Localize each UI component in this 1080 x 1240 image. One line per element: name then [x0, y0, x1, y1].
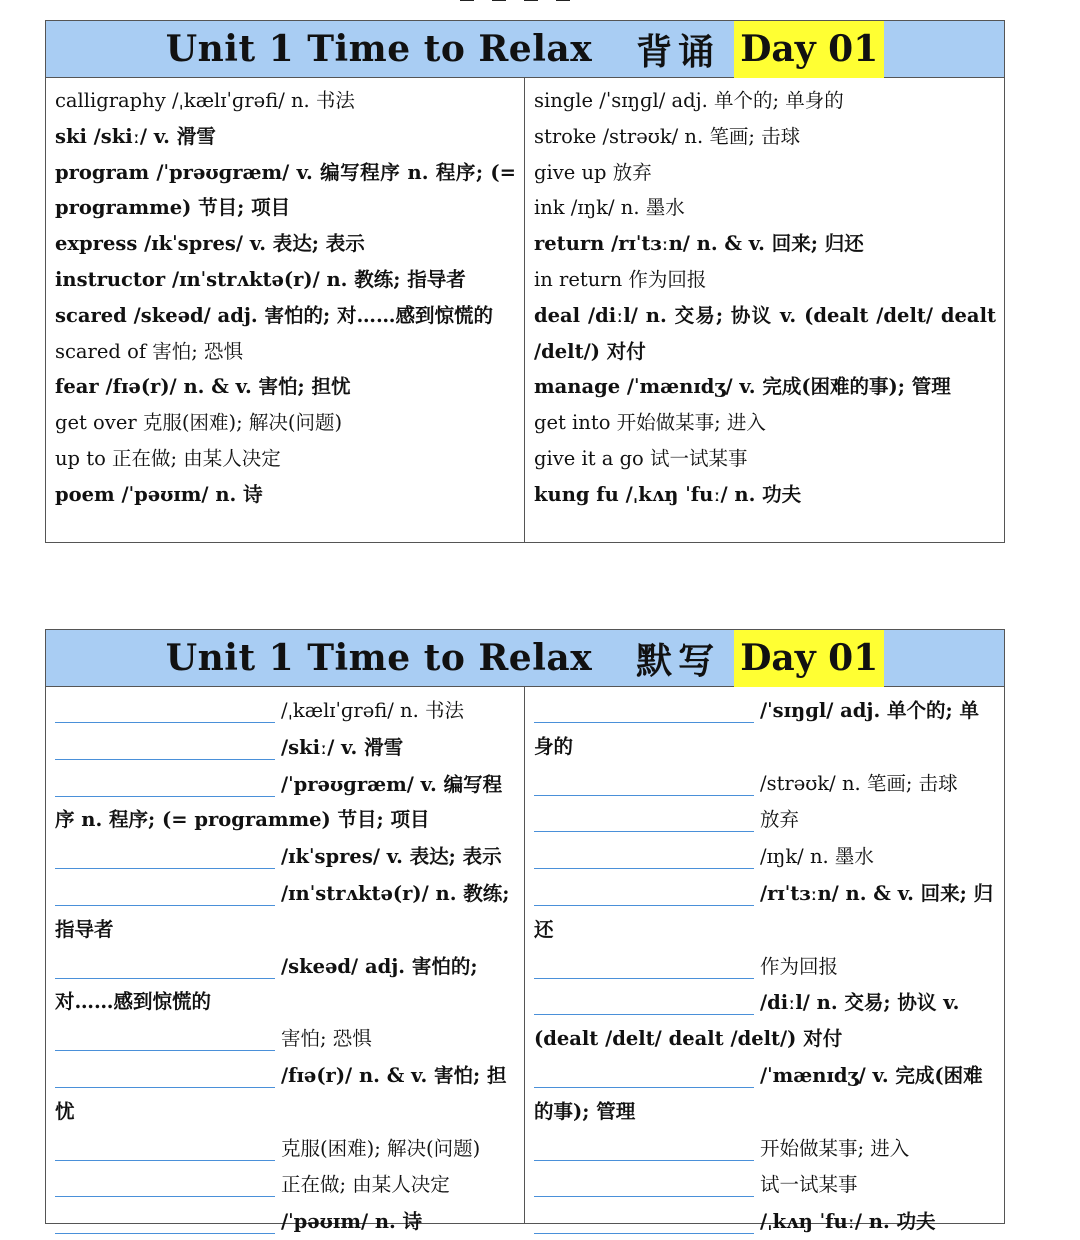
review-right-column [525, 78, 1004, 542]
dictation-line [55, 948, 516, 985]
review-card [45, 20, 1005, 543]
dictation-prompt: /fɪə(r)/ n. & v. 害怕; 担 [281, 1063, 507, 1087]
dictation-prompt: 克服(困难); 解决(问题) [281, 1136, 481, 1160]
answer-blank[interactable] [534, 698, 754, 723]
dictation-prompt: 试一试某事 [760, 1173, 858, 1197]
dictation-line [534, 765, 996, 802]
dictation-prompt: 还 [534, 917, 554, 941]
dictation-prompt: 忧 [55, 1099, 75, 1123]
dictation-line [55, 875, 516, 912]
vocab-entry: manage /ˈmænɪdʒ/ v. 完成(困难的事); 管理 [534, 375, 951, 399]
dictation-title-day: Day 01 [734, 630, 884, 687]
vocab-entry: kung fu /ˌkʌŋ ˈfuː/ n. 功夫 [534, 482, 802, 506]
dictation-right-column [525, 687, 1004, 1234]
dictation-left-column [46, 687, 525, 1234]
vocab-entry: instructor /ɪnˈstrʌktə(r)/ n. 教练; 指导者 [55, 267, 466, 291]
dictation-prompt: /ˈmænɪdʒ/ v. 完成(困难 [760, 1063, 983, 1087]
vocab-entry: return /rɪˈtɜːn/ n. & v. 回来; 归还 [534, 232, 864, 256]
vocab-entry: scared of 害怕; 恐惧 [55, 339, 244, 363]
review-title-unit: Unit 1 Time to Relax [165, 28, 593, 70]
dictation-line [534, 1166, 996, 1203]
vocab-entry: calligraphy /ˌkælɪˈɡrəfi/ n. 书法 [55, 89, 355, 112]
answer-blank[interactable] [55, 954, 275, 979]
review-title-day: Day 01 [734, 21, 884, 78]
dictation-line [534, 1203, 996, 1240]
answer-blank[interactable] [534, 844, 754, 869]
dictation-card [45, 629, 1005, 1234]
dictation-prompt: 序 n. 程序; (= programme) 节目; 项目 [55, 808, 430, 832]
answer-blank[interactable] [55, 881, 275, 906]
dictation-prompt: /ˌkælɪˈɡrəfi/ n. 书法 [281, 699, 464, 722]
answer-blank[interactable] [55, 735, 275, 760]
vocab-entry: ski /skiː/ v. 滑雪 [55, 124, 216, 148]
dictation-prompt: 指导者 [55, 917, 114, 941]
dictation-title-unit: Unit 1 Time to Relax [165, 637, 593, 679]
dictation-line [534, 948, 996, 985]
vocab-entry: deal /diːl/ n. 交易; 协议 v. (dealt /delt/ dealt /delt/) 对付 [534, 303, 996, 363]
dictation-prompt: /ɪkˈspres/ v. 表达; 表示 [281, 845, 502, 869]
dictation-line [55, 1094, 516, 1130]
vocab-entry: up to 正在做; 由某人决定 [55, 446, 281, 470]
dictation-prompt: /ˈprəʊɡræm/ v. 编写程 [281, 772, 503, 796]
answer-blank[interactable] [534, 954, 754, 979]
answer-blank[interactable] [534, 881, 754, 906]
answer-blank[interactable] [55, 698, 275, 723]
dictation-prompt: /skeəd/ adj. 害怕的; [281, 954, 478, 978]
answer-blank[interactable] [55, 1136, 275, 1161]
dictation-prompt: /strəʊk/ n. 笔画; 击球 [760, 771, 958, 795]
dictation-prompt: 害怕; 恐惧 [281, 1027, 372, 1051]
vocab-entry: get over 克服(困难); 解决(问题) [55, 411, 343, 435]
vocab-entry: fear /fɪə(r)/ n. & v. 害怕; 担忧 [55, 375, 351, 399]
dictation-prompt: /skiː/ v. 滑雪 [281, 735, 404, 759]
dictation-line [55, 802, 516, 838]
review-title-cn: 背诵 [636, 30, 721, 73]
vocab-entry: single /ˈsɪŋɡl/ adj. 单个的; 单身的 [534, 89, 844, 112]
answer-blank[interactable] [55, 1209, 275, 1234]
answer-blank[interactable] [534, 807, 754, 832]
dictation-prompt: /ˈsɪŋɡl/ adj. 单个的; 单 [760, 699, 980, 722]
vocab-entry: poem /ˈpəʊɪm/ n. 诗 [55, 482, 263, 506]
answer-blank[interactable] [55, 1026, 275, 1051]
dictation-line [534, 1130, 996, 1167]
dictation-prompt: /ɪnˈstrʌktə(r)/ n. 教练; [281, 881, 510, 905]
dictation-title-cn: 默写 [636, 639, 721, 682]
dictation-line [55, 912, 516, 948]
vocab-entry: scared /skeəd/ adj. 害怕的; 对……感到惊慌的 [55, 303, 493, 327]
vocab-entry: ink /ɪŋk/ n. 墨水 [534, 196, 685, 220]
dictation-line [534, 1057, 996, 1094]
answer-blank[interactable] [55, 1063, 275, 1088]
dictation-prompt: /ˈpəʊɪm/ n. 诗 [281, 1210, 423, 1234]
dictation-prompt: 的事); 管理 [534, 1099, 636, 1123]
answer-blank[interactable] [534, 1209, 754, 1234]
vocab-entry: express /ɪkˈspres/ v. 表达; 表示 [55, 232, 365, 256]
dictation-line [55, 984, 516, 1020]
dictation-title-bar [46, 630, 1004, 687]
answer-blank[interactable] [55, 844, 275, 869]
vocab-entry: give it a go 试一试某事 [534, 446, 748, 470]
dictation-line [55, 1130, 516, 1167]
dictation-line [55, 1057, 516, 1094]
dictation-line [55, 692, 516, 729]
dictation-prompt: (dealt /delt/ dealt /delt/) 对付 [534, 1027, 843, 1051]
dictation-prompt: 放弃 [760, 808, 800, 832]
dictation-line [55, 766, 516, 803]
dictation-prompt: /ɪŋk/ n. 墨水 [760, 845, 874, 869]
dictation-line [534, 1021, 996, 1057]
dictation-line [55, 1166, 516, 1203]
vocab-entry: give up 放弃 [534, 160, 652, 184]
answer-blank[interactable] [55, 772, 275, 797]
answer-blank[interactable] [534, 1172, 754, 1197]
dictation-line [534, 838, 996, 875]
review-left-column [46, 78, 525, 542]
dictation-line [55, 1020, 516, 1057]
vocab-entry: in return 作为回报 [534, 267, 707, 291]
dictation-prompt: 开始做某事; 进入 [760, 1136, 910, 1160]
vocab-entry: program /ˈprəʊɡræm/ v. 编写程序 n. 程序; (= programme) 节目; 项目 [55, 160, 516, 220]
answer-blank[interactable] [55, 1172, 275, 1197]
dictation-line [534, 729, 996, 765]
dictation-line [534, 1094, 996, 1130]
answer-blank[interactable] [534, 1063, 754, 1088]
vocab-entry: stroke /strəʊk/ n. 笔画; 击球 [534, 124, 801, 148]
dictation-prompt: 正在做; 由某人决定 [281, 1173, 450, 1197]
answer-blank[interactable] [534, 990, 754, 1015]
dictation-line [55, 1203, 516, 1240]
dictation-line [55, 729, 516, 766]
dictation-line [534, 875, 996, 912]
dictation-prompt: 对……感到惊慌的 [55, 990, 212, 1014]
dictation-line [534, 801, 996, 838]
dictation-line [534, 912, 996, 948]
dictation-line [55, 838, 516, 875]
dictation-prompt: /ˌkʌŋ ˈfuː/ n. 功夫 [760, 1210, 936, 1234]
review-title-bar [46, 21, 1004, 78]
dictation-prompt: /diːl/ n. 交易; 协议 v. [760, 991, 960, 1015]
vocab-entry: get into 开始做某事; 进入 [534, 411, 766, 435]
dictation-line [534, 692, 996, 729]
dictation-prompt: /rɪˈtɜːn/ n. & v. 回来; 归 [760, 881, 994, 905]
dictation-prompt: 身的 [534, 734, 574, 758]
top-cropped-text [460, 0, 620, 4]
answer-blank[interactable] [534, 1136, 754, 1161]
answer-blank[interactable] [534, 771, 754, 796]
dictation-line [534, 984, 996, 1021]
dictation-prompt: 作为回报 [760, 954, 839, 978]
